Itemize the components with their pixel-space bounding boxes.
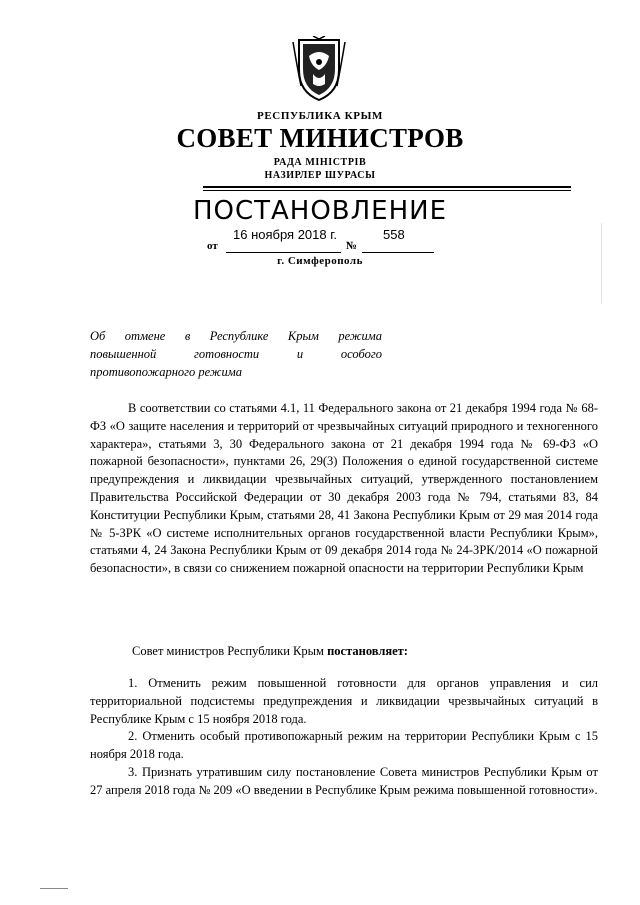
city: г. Симферополь [277, 255, 363, 267]
decree-text: Совет министров Республики Крым [132, 644, 328, 658]
document-type: ПОСТАНОВЛЕНИЕ [192, 196, 448, 226]
date-underline [226, 252, 341, 253]
document-title [90, 327, 382, 381]
title-line: Об отмене в Республике Крым режима [90, 329, 382, 343]
document-date: 16 ноября 2018 г. [233, 227, 337, 242]
preamble: В соответствии со статьями 4.1, 11 Федерального закона от 21 декабря 1994 года № 68-ФЗ «О защите населения и территорий от чрезвычайных ситуаций природного и техногенного характера», статьями 3, 30 Федерального закона от 21 декабря 1994 года № 69-ФЗ «О пожарной безопасности», пунктами 26, 29(3) Положения о единой государственной системе предупреждения и ликвидации чрезвычайных ситуаций, утвержденного постановлением Правительства Российской Федерации от 30 декабря 2003 года № 794, статьями 83, 84 Конституции Республики Крым, статьями 28, 41 Закона Республики Крым от 29 мая 2014 года № 5-ЗРК «О системе исполнительных органов государственной власти Республики Крым», статьями 4, 24 Закона Республики Крым от 09 декабря 2014 года № 24-ЗРК/2014 «О пожарной безопасности», в связи со снижением пожарной опасности на территории Республики Крым [90, 401, 598, 576]
organ-heading: СОВЕТ МИНИСТРОВ [176, 123, 464, 153]
decree-item: 1. Отменить режим повышенной готовности для органов управления и сил территориальной подсистемы предупреждения и ликвидации чрезвычайных ситуаций в Республике Крым с 15 ноября 2018 года. [90, 676, 598, 726]
decree-verb: постановляет: [327, 644, 408, 658]
footer-rule [40, 888, 68, 889]
organ-heading-crh: НАЗИРЛЕР ШУРАСЫ [264, 170, 376, 181]
coat-of-arms-icon [291, 36, 347, 104]
decree-item: 2. Отменить особый противопожарный режим на территории Республики Крым с 15 ноября 2018 года. [90, 729, 598, 762]
decree-item: 3. Признать утратившим силу постановление Совета министров Республики Крым от 27 апреля 2018 года № 209 «О введении в Республике Крым режима повышенной готовности». [90, 764, 598, 797]
header-rule-thin [203, 190, 571, 191]
organ-heading-ua: РАДА МІНІСТРІВ [273, 157, 367, 168]
decree-line [132, 644, 408, 659]
number-underline [362, 252, 434, 253]
scan-margin-mark [601, 223, 602, 303]
decree-items [90, 675, 598, 800]
region-heading: РЕСПУБЛИКА КРЫМ [257, 110, 383, 122]
document-number: 558 [383, 227, 405, 242]
title-line: повышенной готовности и особого [90, 347, 382, 361]
title-line: противопожарного режима [90, 365, 242, 379]
number-label: № [346, 240, 358, 252]
date-label: от [207, 240, 218, 252]
header-rule-thick [203, 186, 571, 188]
